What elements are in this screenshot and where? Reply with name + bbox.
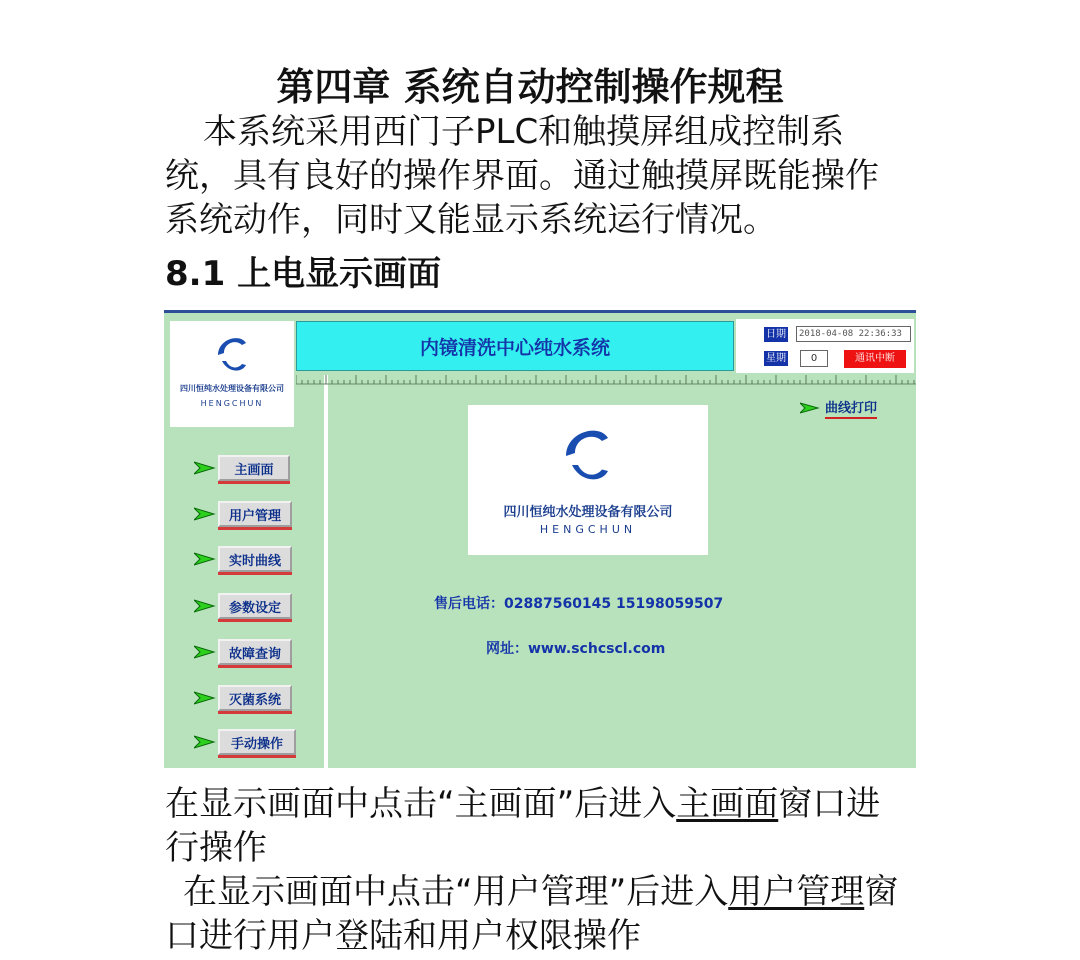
- para1-before: 在显示画面中点击“主画面”后进入: [165, 784, 677, 824]
- arrow-right-icon: [194, 644, 216, 660]
- para2-link: 用户管理: [728, 872, 865, 912]
- nav-button-realtime-curve[interactable]: 实时曲线: [218, 546, 292, 572]
- arrow-right-icon: [194, 460, 216, 476]
- para2-before: 在显示画面中点击“用户管理”后进入: [183, 872, 729, 912]
- logo-company-large: 四川恒纯水处理设备有限公司: [503, 505, 673, 520]
- logo-english-small: HENGCHUN: [200, 399, 264, 408]
- nav-button-users[interactable]: 用户管理: [218, 501, 292, 527]
- nav-button-faults[interactable]: 故障查询: [218, 639, 292, 665]
- nav-row-curve: [194, 546, 292, 572]
- date-info-panel: [736, 319, 914, 373]
- arrow-right-icon: [194, 506, 216, 522]
- service-phone: 售后电话：02887560145 15198059507: [434, 596, 724, 612]
- arrow-right-icon: [194, 551, 216, 567]
- hmi-logo-small: [170, 321, 294, 427]
- company-logo-icon: [216, 333, 248, 377]
- nav-button-main[interactable]: 主画面: [218, 455, 290, 481]
- para1-after: 窗口进行操作: [165, 784, 881, 868]
- arrow-right-icon: [194, 598, 216, 614]
- curve-print-label: 曲线打印: [825, 397, 877, 419]
- nav-button-params[interactable]: 参数设定: [218, 593, 292, 619]
- paragraph-main-screen: [165, 782, 905, 870]
- logo-company-small: 四川恒纯水处理设备有限公司: [180, 384, 284, 393]
- date-value: 2018-04-08 22:36:33: [796, 326, 911, 342]
- section-heading: 8.1 上电显示画面: [165, 254, 442, 294]
- nav-row-users: [194, 501, 292, 527]
- para2-after: 窗口进行用户登陆和用户权限操作: [165, 872, 899, 956]
- curve-print-link[interactable]: [800, 397, 877, 419]
- hmi-screen: [164, 310, 916, 768]
- nav-row-manual: [194, 729, 296, 755]
- para1-link: 主画面: [676, 784, 779, 824]
- week-value: 0: [800, 350, 828, 367]
- arrow-right-icon: [194, 690, 216, 706]
- hmi-title: 内镜清洗中心纯水系统: [419, 336, 610, 359]
- hmi-title-bar: [296, 321, 734, 371]
- logo-english-large: HENGCHUN: [539, 523, 637, 536]
- paragraph-user-management: [165, 870, 905, 958]
- comm-status-button[interactable]: 通讯中断: [844, 350, 906, 368]
- chapter-title: 第四章 系统自动控制操作规程: [276, 65, 784, 109]
- nav-row-params: [194, 593, 292, 619]
- ruler-strip: [296, 373, 916, 385]
- arrow-right-icon: [194, 734, 216, 750]
- date-label: 日期: [766, 329, 786, 340]
- arrow-right-icon: [800, 401, 822, 415]
- nav-row-main: [194, 455, 290, 481]
- hmi-logo-large: [468, 405, 708, 555]
- nav-row-faults: [194, 639, 292, 665]
- intro-paragraph: 本系统采用西门子PLC和触摸屏组成控制系统，具有良好的操作界面。通过触摸屏既能操作系统动作，同时又能显示系统运行情况。: [165, 112, 879, 240]
- nav-button-sterilize[interactable]: 灭菌系统: [218, 685, 292, 711]
- company-logo-icon: [554, 423, 620, 489]
- week-label: 星期: [766, 353, 786, 364]
- hmi-divider: [324, 375, 328, 768]
- nav-button-manual[interactable]: 手动操作: [218, 729, 296, 755]
- nav-row-sterilize: [194, 685, 292, 711]
- website-url: 网址：www.schcscl.com: [486, 641, 666, 657]
